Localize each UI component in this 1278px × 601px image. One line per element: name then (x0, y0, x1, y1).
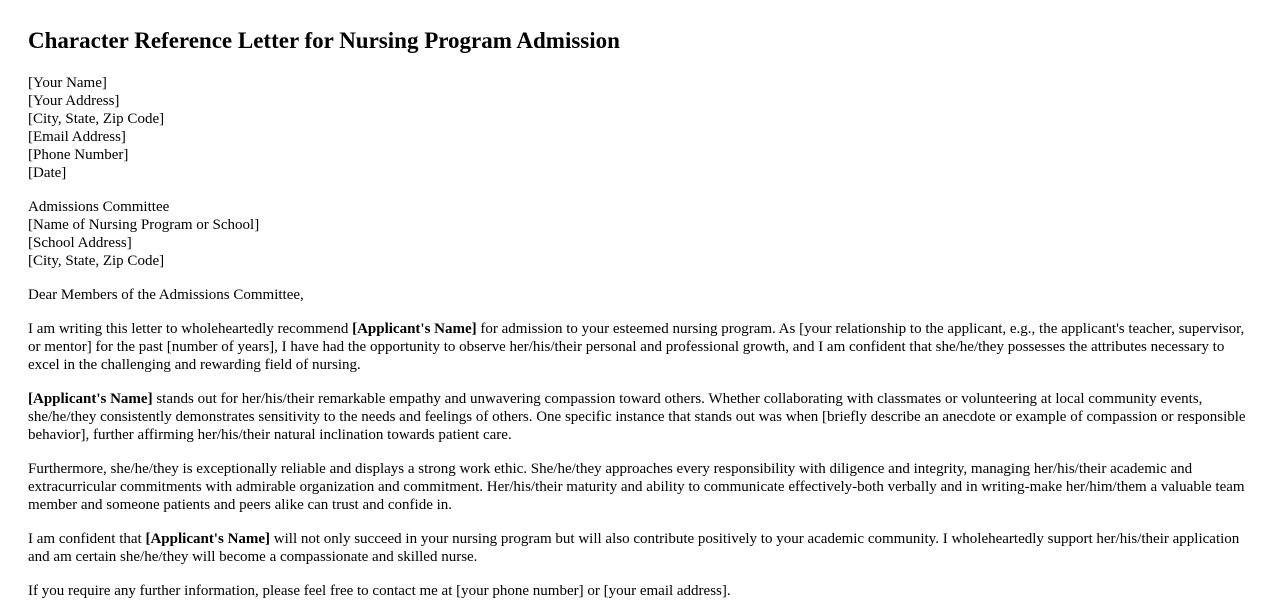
paragraph-1-body: for admission to your esteemed nursing program. As [your relationship to the applicant, e.g., the applicant's teacher, supervisor, or mentor] for the past [number of years], I have had the opportunity to observe her/his/their personal and professional growth, and I am confident that she/he/they possesses the attributes necessary to excel in the challenging and rewarding field of nursing. (28, 321, 1245, 373)
salutation: Dear Members of the Admissions Committee, (28, 287, 304, 303)
recipient-school-address: [School Address] (28, 235, 132, 251)
sender-city-state-zip: [City, State, Zip Code] (28, 111, 165, 127)
sender-address: [Your Address] (28, 93, 120, 109)
sender-name: [Your Name] (28, 75, 107, 91)
sender-email: [Email Address] (28, 129, 126, 145)
paragraph-work-ethic: Furthermore, she/he/they is exceptionally reliable and displays a strong work ethic. She/he/they approaches every responsibility with diligence and integrity, managing her/his/their academic and extracurricular commitments with admirable organization and commitment. Her/his/their maturity and ability to communicate effectively-both verbally and in writing-make her/him/them a valuable team member and someone patients and peers alike can trust and confide in. (28, 461, 1245, 513)
paragraph-1-lead: I am writing this letter to wholeheartedly recommend (28, 321, 353, 337)
recipient-city-state-zip: [City, State, Zip Code] (28, 253, 165, 269)
paragraph-4-lead: I am confident that (28, 531, 146, 547)
sender-phone: [Phone Number] (28, 147, 129, 163)
paragraph-confidence (28, 530, 1250, 566)
recipient-committee: Admissions Committee (28, 199, 170, 215)
paragraph-2-body: stands out for her/his/their remarkable empathy and unwavering compassion toward others. Whether collaborating with classmates or volunteering at local community events, she/he/they consistently demonstrates sensitivity to the needs and feelings of others. One specific instance that stands out was when [briefly describe an anecdote or example of compassion or responsible behavior], further affirming her/his/their natural inclination towards patient care. (28, 391, 1246, 443)
recipient-program: [Name of Nursing Program or School] (28, 217, 260, 233)
applicant-name: [Applicant's Name] (145, 531, 271, 547)
sender-block (28, 74, 1250, 182)
paragraph-introduction (28, 320, 1250, 374)
applicant-name: [Applicant's Name] (28, 391, 153, 407)
paragraph-empathy (28, 390, 1250, 444)
sender-date: [Date] (28, 165, 67, 181)
applicant-name: [Applicant's Name] (352, 321, 477, 337)
recipient-block (28, 198, 1250, 270)
paragraph-contact: If you require any further information, please feel free to contact me at [your phone number] or [your email address]. (28, 583, 731, 599)
paragraph-4-body: will not only succeed in your nursing program but will also contribute positively to your academic community. I wholeheartedly support her/his/their application and am certain she/he/they will become a compassionate and skilled nurse. (28, 531, 1240, 565)
page-title: Character Reference Letter for Nursing Program Admission (28, 28, 620, 53)
